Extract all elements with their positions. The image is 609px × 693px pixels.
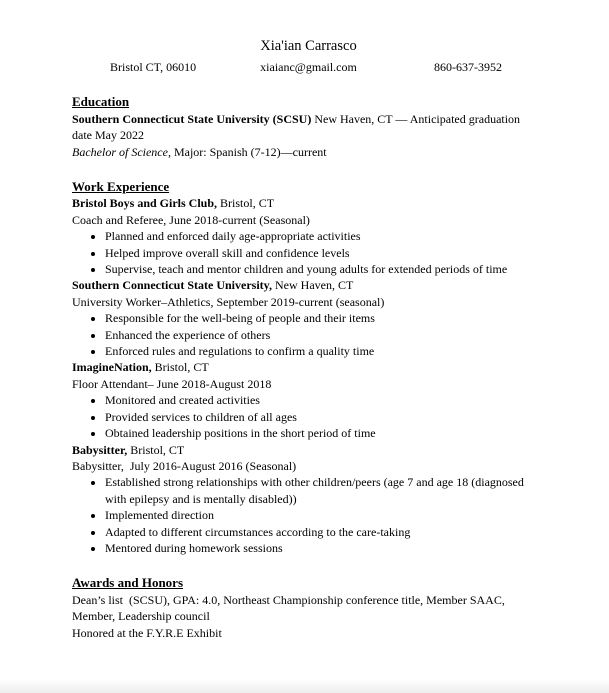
bullet-item: • Implemented direction — [105, 507, 545, 523]
awards-section — [72, 575, 545, 641]
job-employer-line — [72, 195, 545, 211]
education-degree-line — [72, 144, 545, 160]
bullet-item: • Responsible for the well-being of people and their items — [105, 310, 545, 326]
job-location: New Haven, CT — [272, 278, 354, 293]
job-role-line: University Worker–Athletics, September 2019-current (seasonal) — [72, 294, 385, 309]
education-degree: Bachelor of Science, — [72, 144, 171, 159]
job-bullet-list — [72, 228, 545, 277]
education-major: Major: Spanish (7-12)—current — [170, 144, 327, 159]
awards-line: Dean’s list (SCSU), GPA: 4.0, Northeast Championship conference title, Member SAAC, — [72, 592, 505, 607]
resume-content — [72, 36, 545, 641]
page-bottom-edge-shadow — [0, 679, 609, 693]
job-employer-line — [72, 359, 545, 375]
job-employer: Southern Connecticut State University, — [72, 278, 272, 293]
job-employer-line — [72, 277, 545, 293]
job-bullet-list — [72, 310, 545, 359]
job-location: Bristol, CT — [151, 360, 209, 375]
bullet-item: • Adapted to different circumstances according to the care-taking — [105, 524, 545, 540]
bullet-item: • Planned and enforced daily age-appropriate activities — [105, 228, 545, 244]
person-name: Xia'ian Carrasco — [260, 38, 357, 54]
education-school-name: Southern Connecticut State University (SCSU) — [72, 111, 312, 126]
education-grad-date: date May 2022 — [72, 128, 144, 143]
work-experience-heading — [72, 179, 545, 195]
job-employer-line — [72, 442, 545, 458]
resume-header — [72, 36, 545, 75]
job-entry-babysitter — [72, 442, 545, 557]
job-role-line: Floor Attendant– June 2018-August 2018 — [72, 376, 272, 391]
job-entry-imaginenation — [72, 359, 545, 441]
work-experience-section — [72, 179, 545, 556]
job-bullet-list — [72, 474, 545, 556]
job-employer: ImagineNation, — [72, 360, 152, 375]
bullet-item: • Supervise, teach and mentor children and young adults for extended periods of time — [105, 261, 545, 277]
bullet-item: • Helped improve overall skill and confidence levels — [105, 245, 545, 261]
job-location: Bristol, CT — [127, 442, 185, 457]
bullet-item: • Monitored and created activities — [105, 392, 545, 408]
bullet-item: • Mentored during homework sessions — [105, 540, 545, 556]
job-role-line: Coach and Referee, June 2018-current (Seasonal) — [72, 212, 310, 227]
contact-email: xiaianc@gmail.com — [260, 60, 357, 74]
bullet-item: • Established strong relationships with other children/peers (age 7 and age 18 (diagnosed with epilepsy and is mentally disabled)) — [105, 474, 545, 507]
awards-heading-text: Awards and Honors — [72, 575, 184, 591]
work-experience-heading-text: Work Experience — [72, 179, 170, 195]
contact-phone: 860-637-3952 — [434, 60, 502, 74]
contact-row — [72, 59, 545, 75]
job-employer: Bristol Boys and Girls Club, — [72, 196, 218, 211]
job-role-line: Babysitter, July 2016-August 2016 (Seasonal) — [72, 458, 297, 473]
awards-line: Honored at the F.Y.R.E Exhibit — [72, 625, 222, 640]
job-entry-bristol-boys-girls-club — [72, 195, 545, 277]
education-heading-text: Education — [72, 94, 130, 110]
job-location: Bristol, CT — [217, 196, 275, 211]
job-employer: Babysitter, — [72, 442, 128, 457]
bullet-item: • Enforced rules and regulations to confirm a quality time — [105, 343, 545, 359]
education-heading — [72, 94, 545, 110]
education-section — [72, 94, 545, 160]
contact-location: Bristol CT, 06010 — [110, 60, 197, 74]
bullet-item: • Obtained leadership positions in the short period of time — [105, 425, 545, 441]
job-bullet-list — [72, 392, 545, 441]
job-entry-scsu — [72, 277, 545, 359]
awards-heading — [72, 575, 545, 591]
bullet-item: • Enhanced the experience of others — [105, 327, 545, 343]
awards-line: Member, Leadership council — [72, 609, 210, 624]
education-school-line — [72, 111, 545, 144]
bullet-item: • Provided services to children of all ages — [105, 409, 545, 425]
education-school-detail: New Haven, CT — Anticipated graduation — [311, 111, 521, 126]
